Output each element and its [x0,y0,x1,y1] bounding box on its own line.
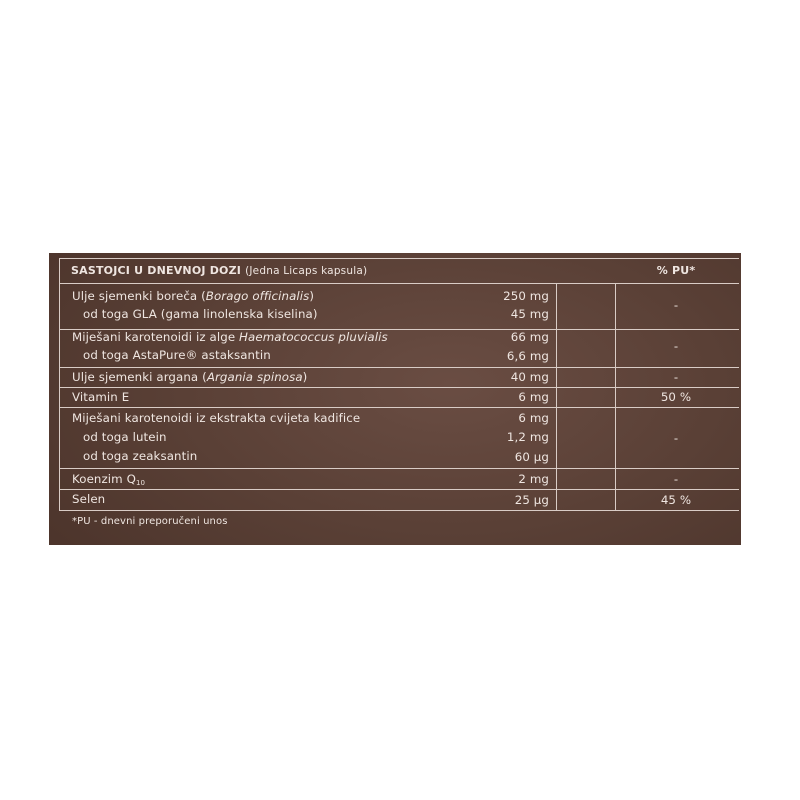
row-2-pu: - [673,339,679,353]
row-6-pu: - [673,472,679,486]
row-6-line-1-amount: 2 mg [518,472,549,486]
rule-top [59,258,739,259]
row-7-line-1: Selen [72,492,106,506]
header-title: SASTOJCI U DNEVNOJ DOZI [71,264,242,277]
rule-row-4 [59,407,739,408]
rule-vertical-left [59,258,60,510]
rule-row-6 [59,489,739,490]
row-2-line-2: od toga AstaPure® astaksantin [83,348,271,362]
row-1-line-2: od toga GLA (gama linolenska kiselina) [83,307,318,321]
row-6-line-1: Koenzim $Q_{10}$ [72,472,146,487]
row-1-pu: - [673,298,679,312]
row-4-pu: 50 % [660,390,692,404]
row-5-pu: - [673,431,679,445]
row-7-pu: 45 % [660,493,692,507]
footnote: *PU - dnevni preporučeni unos [72,516,228,527]
row-7-line-1-amount: 25 µg [514,493,549,507]
table-header-title [71,264,367,278]
header-subtitle: (Jedna Licaps kapsula) [245,265,368,277]
rule-row-5 [59,468,739,469]
row-1-line-1: Ulje sjemenki boreča (Borago officinalis) [72,289,315,303]
rule-row-2 [59,367,739,368]
header-pu: % PU* [656,264,696,277]
row-4-line-1: Vitamin E [72,390,130,404]
row-5-line-2-amount: 1,2 mg [506,430,549,444]
rule-row-3 [59,387,739,388]
rule-header [59,283,739,284]
rule-row-7 [59,510,739,511]
ingredients-panel [49,253,741,545]
row-2-line-1-amount: 66 mg [510,330,549,344]
row-1-line-2-amount: 45 mg [510,307,549,321]
row-2-line-2-amount: 6,6 mg [506,349,549,363]
row-3-pu: - [673,370,679,384]
row-3-line-1-amount: 40 mg [510,370,549,384]
row-2-line-1: Miješani karotenoidi iz alge Haematococcus pluvialis [72,330,388,344]
row-1-line-1-amount: 250 mg [503,289,549,303]
row-5-line-2: od toga lutein [83,430,167,444]
row-5-line-3-amount: 60 µg [514,450,549,464]
row-3-line-1: Ulje sjemenki argana (Argania spinosa) [72,370,308,384]
row-5-line-3: od toga zeaksantin [83,449,198,463]
row-5-line-1-amount: 6 mg [518,411,549,425]
row-5-line-1: Miješani karotenoidi iz ekstrakta cvijeta kadifice [72,411,361,425]
row-4-line-1-amount: 6 mg [518,390,549,404]
rule-vertical-amount [556,283,557,510]
